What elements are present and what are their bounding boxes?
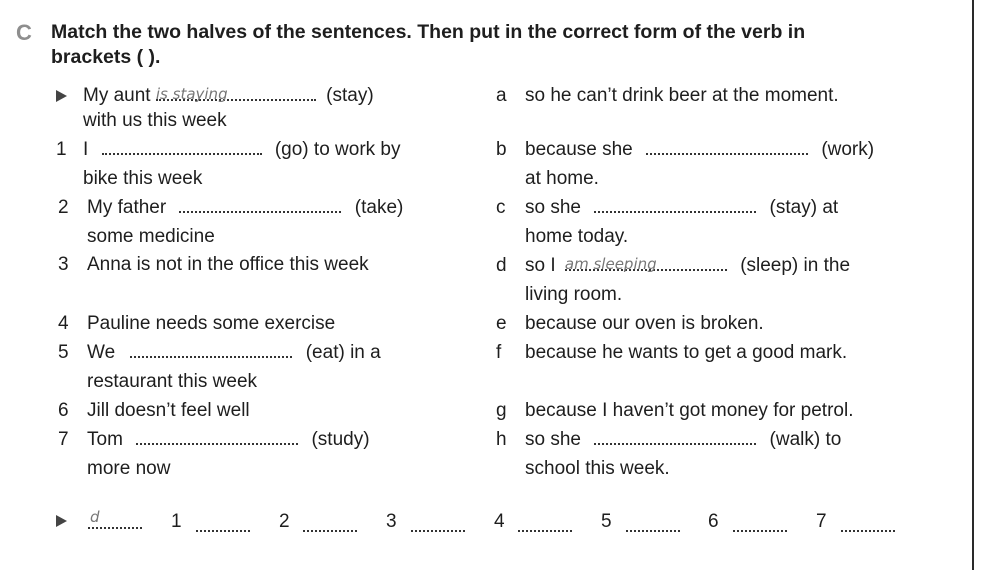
option-h-line-2: school this week. [525, 458, 670, 479]
example-blank[interactable] [156, 84, 321, 108]
option-h-letter: h [496, 429, 507, 450]
item-6-number: 6 [58, 400, 69, 421]
answers-arrow-icon [56, 515, 67, 527]
answer-7-number: 7 [816, 511, 827, 532]
option-g-text: because I haven’t got money for petrol. [525, 400, 854, 421]
item-1-before: I [83, 139, 89, 160]
item-6-text: Jill doesn’t feel well [87, 400, 250, 421]
item-1-number: 1 [56, 139, 67, 160]
option-c-line-2: home today. [525, 226, 629, 247]
option-f-text: because he wants to get a good mark. [525, 342, 848, 363]
item-4-text: Pauline needs some exercise [87, 313, 336, 334]
option-h-line-1 [525, 428, 841, 452]
option-d-line-2: living room. [525, 284, 623, 305]
answer-3-blank[interactable] [411, 516, 465, 532]
answer-5-blank[interactable] [626, 516, 680, 532]
item-7-line-2: more now [87, 458, 171, 479]
example-line-1 [83, 84, 374, 108]
answer-5-number: 5 [601, 511, 612, 532]
example-verb: (stay) [326, 85, 374, 106]
option-a-text: so he can’t drink beer at the moment. [525, 85, 839, 106]
item-2-before: My father [87, 197, 167, 218]
item-5-line-1 [87, 341, 381, 365]
option-c-blank[interactable] [594, 197, 756, 213]
item-5-line-2: restaurant this week [87, 371, 258, 392]
answer-2-number: 2 [279, 511, 290, 532]
item-2-blank[interactable] [179, 197, 341, 213]
option-f-letter: f [496, 342, 502, 363]
answer-6-number: 6 [708, 511, 719, 532]
option-c-before: so she [525, 197, 581, 218]
item-2-line-1 [87, 196, 403, 220]
instruction-line-2: brackets ( ). [51, 46, 161, 68]
item-1-blank[interactable] [102, 139, 262, 155]
item-7-line-1 [87, 428, 370, 452]
item-1-line-1 [83, 138, 401, 162]
answer-4-blank[interactable] [518, 516, 572, 532]
item-1-line-2: bike this week [83, 168, 203, 189]
item-2-number: 2 [58, 197, 69, 218]
option-d-handwritten-answer: am sleeping [564, 255, 657, 273]
item-7-verb: (study) [311, 429, 370, 450]
item-1-verb: (go) to work by [274, 139, 401, 160]
item-2-verb: (take) [354, 197, 404, 218]
item-3-number: 3 [58, 254, 69, 275]
answer-1-number: 1 [171, 511, 182, 532]
option-b-line-2: at home. [525, 168, 599, 189]
option-e-letter: e [496, 313, 507, 334]
answer-7-blank[interactable] [841, 516, 895, 532]
item-5-before: We [87, 342, 116, 363]
section-letter: C [16, 20, 32, 45]
option-b-verb: (work) [821, 139, 875, 160]
answer-example-handwritten: d [90, 508, 100, 526]
option-c-letter: c [496, 197, 506, 218]
option-h-blank[interactable] [594, 429, 756, 445]
option-d-verb: (sleep) in the [740, 255, 851, 276]
option-e-text: because our oven is broken. [525, 313, 764, 334]
answer-1-blank[interactable] [196, 516, 250, 532]
instruction-line-1: Match the two halves of the sentences. Then put in the correct form of the verb in [51, 21, 806, 43]
answer-6-blank[interactable] [733, 516, 787, 532]
option-b-letter: b [496, 139, 507, 160]
option-d-line-1 [525, 254, 850, 278]
option-h-verb: (walk) to [769, 429, 842, 450]
example-before: My aunt [83, 85, 151, 106]
option-b-blank[interactable] [646, 139, 808, 155]
example-handwritten-answer: is staying [155, 85, 228, 103]
item-4-number: 4 [58, 313, 69, 334]
option-g-letter: g [496, 400, 507, 421]
answer-2-blank[interactable] [303, 516, 357, 532]
item-7-number: 7 [58, 429, 69, 450]
option-d-blank[interactable] [565, 254, 735, 278]
item-5-blank[interactable] [130, 342, 292, 358]
item-7-blank[interactable] [136, 429, 298, 445]
answer-example-dots [88, 513, 142, 529]
option-a-letter: a [496, 85, 507, 106]
item-5-number: 5 [58, 342, 69, 363]
example-line-2: with us this week [83, 110, 227, 131]
item-5-verb: (eat) in a [305, 342, 381, 363]
option-b-before: because she [525, 139, 633, 160]
option-b-line-1 [525, 138, 874, 162]
answer-3-number: 3 [386, 511, 397, 532]
item-3-text: Anna is not in the office this week [87, 254, 369, 275]
option-d-letter: d [496, 255, 507, 276]
answer-4-number: 4 [494, 511, 505, 532]
item-2-line-2: some medicine [87, 226, 215, 247]
example-arrow-icon [56, 90, 67, 102]
page-edge-line [972, 0, 974, 570]
option-c-line-1 [525, 196, 838, 220]
option-c-verb: (stay) at [769, 197, 839, 218]
item-7-before: Tom [87, 429, 123, 450]
option-d-before: so I [525, 255, 556, 276]
option-h-before: so she [525, 429, 581, 450]
